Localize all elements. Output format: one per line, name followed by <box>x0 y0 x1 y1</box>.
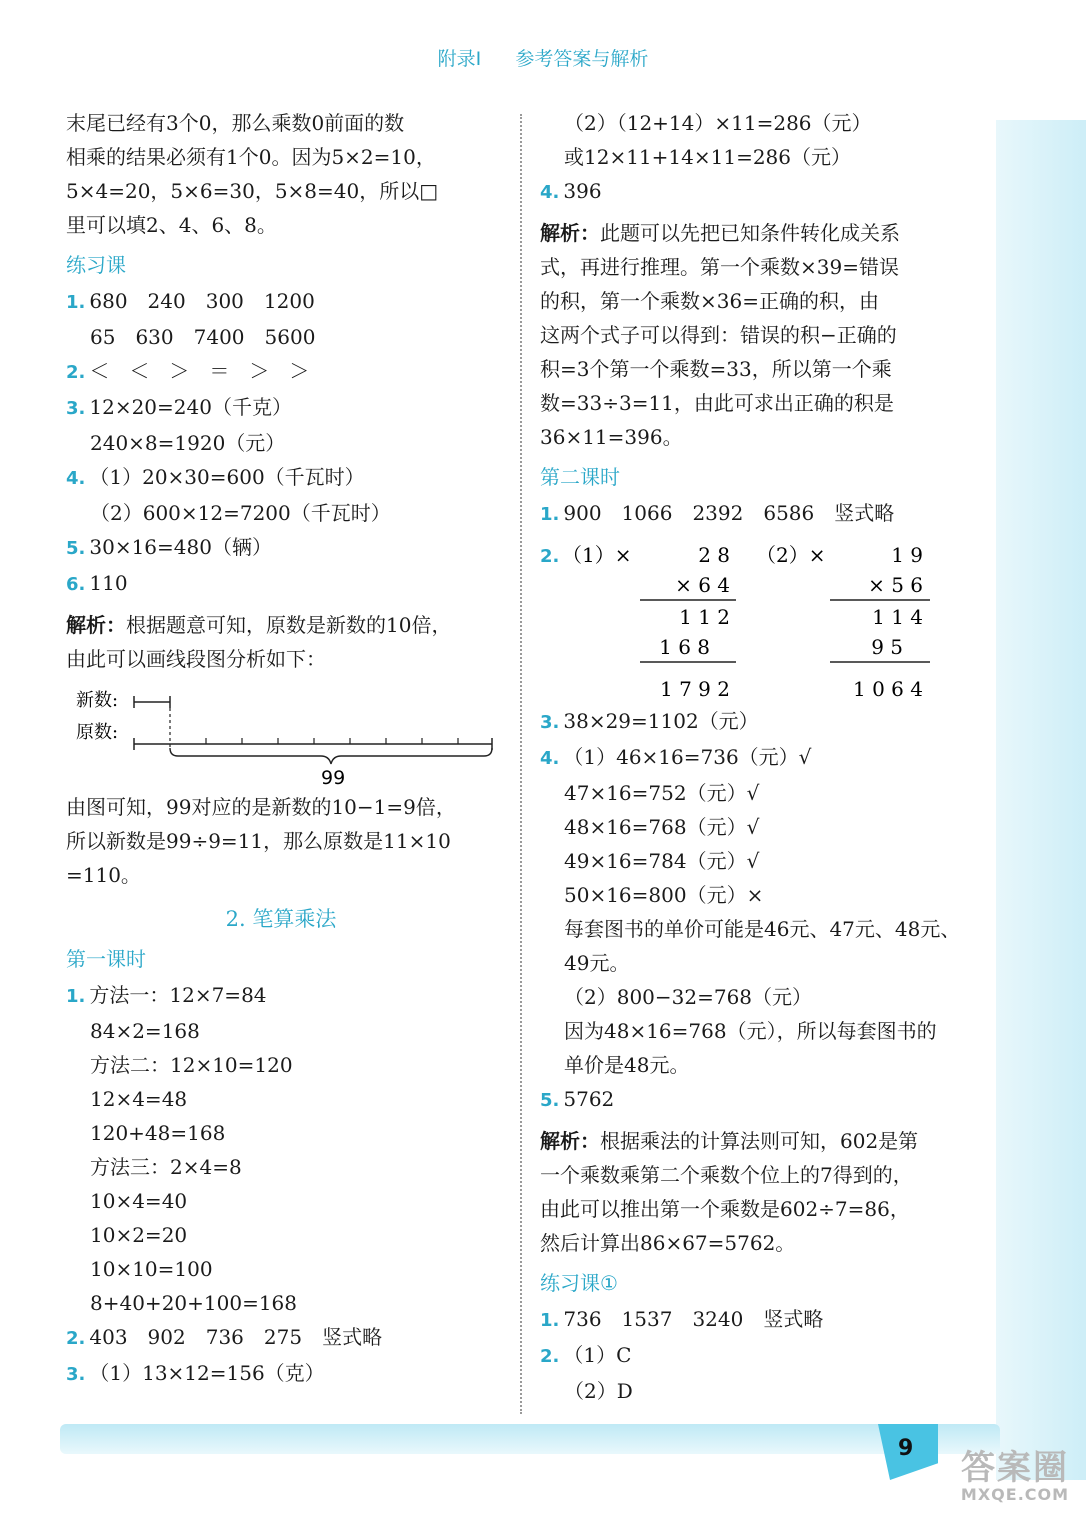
left-column <box>66 106 496 1392</box>
analysis-line: 36×11=396。 <box>540 425 683 449</box>
answer-line <box>540 704 972 740</box>
question-number: 5. <box>66 538 86 559</box>
analysis-line <box>540 1124 972 1158</box>
answer-line <box>66 978 496 1014</box>
answer-text: （1）C <box>563 1343 632 1367</box>
section-heading: 练习课 <box>66 253 126 277</box>
watermark-logo-text: 答案圈 <box>961 1448 1069 1488</box>
label-99: 99 <box>321 767 346 786</box>
answer-text: ＜ ＜ ＞ ＝ ＞ ＞ <box>89 359 310 383</box>
answer-line: 10×10=100 <box>90 1257 213 1281</box>
answer-line: 84×2=168 <box>90 1019 200 1043</box>
question-number: 1. <box>540 1310 560 1331</box>
answer-line <box>66 566 496 602</box>
answer-line: 50×16=800（元）× <box>564 883 764 907</box>
answer-text: 736 1537 3240 竖式略 <box>563 1307 824 1331</box>
answer-line <box>66 354 496 390</box>
answer-line: 49元。 <box>564 951 630 975</box>
answer-line <box>540 1338 972 1374</box>
answer-line <box>66 530 496 566</box>
vertical-calculations <box>540 534 972 676</box>
question-number: 6. <box>66 574 86 595</box>
answer-text: 396 <box>563 179 602 203</box>
analysis-line <box>66 608 496 642</box>
answer-text: 5762 <box>563 1087 615 1111</box>
analysis-line: 一个乘数乘第二个乘数个位上的7得到的， <box>540 1163 913 1187</box>
vertical-1-row: × 6 4 <box>675 573 730 597</box>
answer-line <box>66 390 496 426</box>
intro-line: 里可以填2、4、6、8。 <box>66 213 277 237</box>
vertical-2-row: 1 1 4 <box>872 605 923 629</box>
answer-line: 49×16=784（元）√ <box>564 849 760 873</box>
analysis-line: =110。 <box>66 863 141 887</box>
answer-line: 10×4=40 <box>90 1189 188 1213</box>
question-number: 1. <box>540 504 560 525</box>
intro-line: 末尾已经有3个0，那么乘数0前面的数 <box>66 111 405 135</box>
part-1-label: （1）× <box>562 543 632 567</box>
watermark <box>950 1440 1080 1504</box>
appendix-label: 附录Ⅰ <box>437 48 482 70</box>
answer-line <box>66 460 496 496</box>
answer-line: 48×16=768（元）√ <box>564 815 760 839</box>
answer-line <box>540 740 972 776</box>
analysis-line: 由此可以推出第一个乘数是602÷7=86， <box>540 1197 910 1221</box>
right-column <box>540 106 972 1408</box>
header-title: 参考答案与解析 <box>515 48 649 70</box>
analysis-label: 解析： <box>66 613 126 637</box>
answer-line: 单价是48元。 <box>564 1053 690 1077</box>
answer-text: 30×16=480（辆） <box>89 535 272 559</box>
analysis-line: 这两个式子可以得到：错误的积−正确的 <box>540 323 897 347</box>
label-original-number: 原数: <box>76 722 119 743</box>
answer-line: 因为48×16=768（元），所以每套图书的 <box>564 1019 937 1043</box>
answer-line: （2）600×12=7200（千瓦时） <box>90 501 391 525</box>
answer-line: 8+40+20+100=168 <box>90 1291 298 1315</box>
answer-text: 38×29=1102（元） <box>563 709 759 733</box>
decorative-sidebar <box>996 120 1086 1480</box>
chapter-title: 2. 笔算乘法 <box>225 907 337 931</box>
question-number: 1. <box>66 986 86 1007</box>
analysis-line: 数=33÷3=11，由此可求出正确的积是 <box>540 391 894 415</box>
answer-line: 120+48=168 <box>90 1121 226 1145</box>
answer-text: 900 1066 2392 6586 竖式略 <box>563 501 895 525</box>
answer-text: （1）13×12=156（克） <box>89 1361 325 1385</box>
answer-line <box>66 284 496 320</box>
vertical-1-row: 1 6 8 <box>659 635 710 659</box>
part-2-label: （2）× <box>756 543 826 567</box>
answer-line: 12×4=48 <box>90 1087 188 1111</box>
column-divider <box>520 114 522 1414</box>
answer-line: 每套图书的单价可能是46元、47元、48元、 <box>564 917 961 941</box>
answer-text: 方法一：12×7=84 <box>89 983 267 1007</box>
vertical-2-row: × 5 6 <box>868 573 923 597</box>
analysis-label: 解析： <box>540 1129 600 1153</box>
page-header <box>0 44 1086 71</box>
section-heading: 第一课时 <box>66 947 146 971</box>
intro-line: 5×4=20，5×6=30，5×8=40，所以□ <box>66 179 439 203</box>
question-number: 1. <box>66 292 86 313</box>
question-number: 4. <box>540 182 560 203</box>
question-number: 2. <box>66 362 86 383</box>
question-number: 2. <box>540 546 560 567</box>
answer-line: 方法二：12×10=120 <box>90 1053 293 1077</box>
label-new-number: 新数: <box>76 690 119 711</box>
vertical-2-result: 1 0 6 4 <box>853 677 923 701</box>
analysis-text: 根据题意可知，原数是新数的10倍， <box>126 613 452 637</box>
analysis-line: 由图可知，99对应的是新数的10−1=9倍， <box>66 795 456 819</box>
answer-text: 680 240 300 1200 <box>89 289 315 313</box>
answer-text: 12×20=240（千克） <box>89 395 292 419</box>
analysis-line: 然后计算出86×67=5762。 <box>540 1231 796 1255</box>
question-number: 3. <box>66 398 86 419</box>
answer-line <box>66 1356 496 1392</box>
analysis-line: 积=3个第一个乘数=33，所以第一个乘 <box>540 357 892 381</box>
vertical-1-row: 1 1 2 <box>679 605 730 629</box>
analysis-line <box>540 216 972 250</box>
vertical-2-row: 1 9 <box>891 543 923 567</box>
answer-line <box>66 1320 496 1356</box>
question-number: 2. <box>66 1328 86 1349</box>
question-number: 2. <box>540 1346 560 1367</box>
answer-line: 240×8=1920（元） <box>90 431 286 455</box>
answer-line: 65 630 7400 5600 <box>90 325 316 349</box>
answer-text: 403 902 736 275 竖式略 <box>89 1325 383 1349</box>
analysis-label: 解析： <box>540 221 600 245</box>
analysis-line: 式，再进行推理。第一个乘数×39=错误 <box>540 255 899 279</box>
question-number: 4. <box>540 748 560 769</box>
section-heading: 练习课① <box>540 1271 618 1295</box>
page-number: 9 <box>898 1436 914 1461</box>
question-number: 4. <box>66 468 86 489</box>
question-number: 3. <box>540 712 560 733</box>
vertical-2-row: 9 5 <box>871 635 903 659</box>
section-heading: 第二课时 <box>540 465 620 489</box>
answer-line <box>540 496 972 532</box>
answer-line: （2）800−32=768（元） <box>564 985 813 1009</box>
watermark-url: MXQE.COM <box>960 1485 1070 1504</box>
analysis-line: 的积，第一个乘数×36=正确的积，由 <box>540 289 879 313</box>
decorative-bottom-bar <box>60 1424 1000 1454</box>
vertical-1-row: 2 8 <box>698 543 730 567</box>
answer-text: 110 <box>89 571 128 595</box>
answer-text: （1）46×16=736（元）√ <box>563 745 812 769</box>
analysis-line: 由此可以画线段图分析如下： <box>66 647 326 671</box>
analysis-line: 所以新数是99÷9=11，那么原数是11×10 <box>66 829 451 853</box>
answer-line: （2）（12+14）×11=286（元） <box>564 111 872 135</box>
brace <box>170 748 492 764</box>
answer-line: 或12×11+14×11=286（元） <box>564 145 852 169</box>
answer-line <box>540 1082 972 1118</box>
intro-line: 相乘的结果必须有1个0。因为5×2=10， <box>66 145 436 169</box>
question-number: 5. <box>540 1090 560 1111</box>
vertical-1-result: 1 7 9 2 <box>660 677 730 701</box>
answer-line: 47×16=752（元）√ <box>564 781 760 805</box>
answer-line: （2）D <box>564 1379 633 1403</box>
answer-line <box>540 174 972 210</box>
question-number: 3. <box>66 1364 86 1385</box>
answer-line: 10×2=20 <box>90 1223 188 1247</box>
answer-line <box>540 1302 972 1338</box>
answer-text: （1）20×30=600（千瓦时） <box>89 465 365 489</box>
analysis-text: 根据乘法的计算法则可知，602是第 <box>600 1129 919 1153</box>
line-segment-diagram <box>66 680 496 786</box>
analysis-text: 此题可以先把已知条件转化成关系 <box>600 221 900 245</box>
answer-line: 方法三：2×4=8 <box>90 1155 242 1179</box>
